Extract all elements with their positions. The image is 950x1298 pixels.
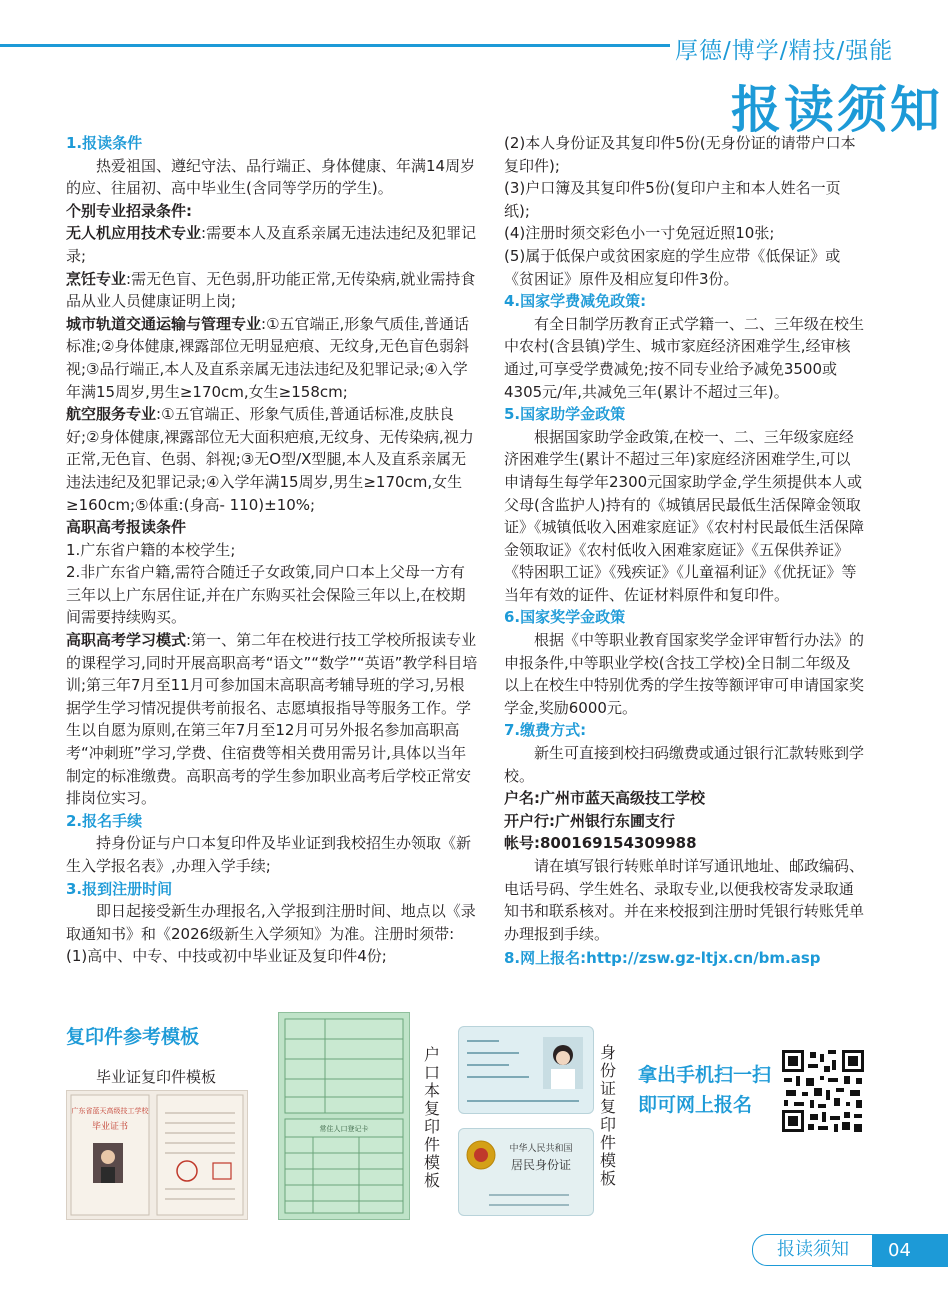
paragraph: 根据《中等职业教育国家奖学金评审暂行办法》的申报条件,中等职业学校(含技工学校)全日制二年级及以上在校生中特别优秀的学生按等额评审可申请国家奖学金,奖励6000元。 bbox=[504, 631, 865, 717]
list-item: (5)属于低保户或贫困家庭的学生应带《低保证》或《贫困证》原件及相应复印件3份。 bbox=[504, 246, 841, 288]
account-name: 户名:广州市蓝天高级技工学校 bbox=[504, 789, 705, 808]
registration-qr-code[interactable] bbox=[780, 1048, 866, 1134]
subsection-title: 个别专业招录条件: bbox=[66, 201, 192, 220]
paragraph bbox=[66, 313, 478, 403]
right-column bbox=[504, 132, 864, 970]
term-text: :需无色盲、无色弱,肝功能正常,无传染病,就业需持食品从业人员健康证明上岗; bbox=[66, 269, 476, 311]
scan-prompt-line-1: 拿出手机扫一扫 bbox=[638, 1064, 772, 1086]
household-register-image bbox=[278, 1012, 410, 1220]
header-rule bbox=[0, 44, 670, 47]
term-text: :需要本人及直系亲属无违法违纪及犯罪记录; bbox=[66, 224, 477, 265]
id-card-front-drawing bbox=[459, 1027, 593, 1113]
graduation-certificate-image bbox=[66, 1090, 248, 1220]
paragraph bbox=[66, 403, 478, 516]
section-title: 5.国家助学金政策 bbox=[504, 405, 626, 424]
paragraph bbox=[66, 629, 478, 810]
cert-title-text: 毕业证书 bbox=[91, 1122, 129, 1132]
list-item: (2)本人身份证及其复印件5份(无身份证的请带户口本复印件); bbox=[504, 134, 856, 175]
cert-school-text: 广东省蓝天高级技工学校 bbox=[71, 1107, 149, 1115]
paragraph: 新生可直接到校扫码缴费或通过银行汇款转账到学校。 bbox=[504, 744, 865, 785]
page-title: 报读须知 bbox=[731, 81, 943, 139]
page-footer bbox=[752, 1234, 948, 1266]
id-card-title-text: 居民身份证 bbox=[510, 1158, 572, 1172]
id-card-front-image bbox=[458, 1026, 594, 1114]
section-title: 2.报名手续 bbox=[66, 811, 143, 830]
paragraph bbox=[66, 268, 478, 313]
section-title: 6.国家奖学金政策 bbox=[504, 608, 626, 627]
footer-section-label: 报读须知 bbox=[752, 1234, 873, 1266]
paragraph: 持身份证与户口本复印件及毕业证到我校招生办领取《新生入学报名表》,办理入学手续; bbox=[66, 834, 472, 875]
graduation-certificate-drawing bbox=[67, 1091, 247, 1219]
household-register-caption: 户口本复印件模板 bbox=[423, 1045, 440, 1190]
scan-prompt-line-2: 即可网上报名 bbox=[638, 1094, 753, 1116]
bank-name: 开户行:广州银行东圃支行 bbox=[504, 811, 675, 830]
section-title: 4.国家学费减免政策: bbox=[504, 292, 647, 311]
term-label: 烹饪专业 bbox=[66, 269, 127, 288]
list-item: (1)高中、中专、中技或初中毕业证及复印件4份; bbox=[66, 947, 387, 966]
term-text: :第一、第二年在校进行技工学校所报读专业的课程学习,同时开展高职高考“语文”“数学”“英语”教学科目培训;第三年7月至11月可参加国末高职高考辅导班的学习,另根据学生学习情况提供考前报名、志愿填报指导等服务工作。学生以自愿为原则,在第三年7月至12月可另外报名参加高职高考“冲刺班”学习,学费、住宿费等相关费用需另计,具体以当年制定的标准缴费。高职高考的学生参加职业高考后学校正常安排岗位实习。 bbox=[66, 631, 478, 808]
id-card-back-image bbox=[458, 1128, 594, 1216]
hukou-heading-text: 常住人口登记卡 bbox=[319, 1125, 369, 1133]
paragraph: 请在填写银行转账单时详写通讯地址、邮政编码、电话号码、学生姓名、录取专业,以便我校寄发录取通知书和联系核对。并在来校报到注册时凭银行转账凭单办理报到手续。 bbox=[504, 857, 865, 943]
list-item: (4)注册时须交彩色小一寸免冠近照10张; bbox=[504, 224, 775, 243]
section-title: 7.缴费方式: bbox=[504, 721, 587, 740]
qr-code-graphic bbox=[780, 1048, 866, 1134]
page-number: 04 bbox=[872, 1234, 948, 1267]
term-label: 高职高考学习模式 bbox=[66, 631, 187, 650]
left-column bbox=[66, 132, 478, 968]
scan-prompt bbox=[638, 1060, 778, 1120]
id-card-back-drawing bbox=[459, 1129, 593, 1215]
templates-title: 复印件参考模板 bbox=[66, 1026, 200, 1048]
list-item: (3)户口簿及其复印件5份(复印户主和本人姓名一页纸); bbox=[504, 179, 841, 220]
paragraph bbox=[66, 222, 478, 267]
paragraph: 热爱祖国、遵纪守法、品行端正、身体健康、年满14周岁的应、往届初、高中毕业生(含同等学历的学生)。 bbox=[66, 156, 476, 198]
paragraph: 有全日制学历教育正式学籍一、二、三年级在校生中农村(含县镇)学生、城市家庭经济困难学生,经审核通过,可享受学费减免;按不同专业给予减免3500或4305元/年,共减免三年(累计不超过三年)。 bbox=[504, 314, 865, 401]
paragraph: 根据国家助学金政策,在校一、二、三年级家庭经济困难学生(累计不超过三年)家庭经济困难学生,可以申请每生每学年2300元国家助学金,学生须提供本人或父母(含监护人)持有的《城镇居民最低生活保障金领取证》《城镇低收入困难家庭证》《农村村民最低生活保障金领取证》《农村低收入困难家庭证》《五保供养证》《特困职工证》《残疾证》《儿童福利证》《优抚证》等当年有效的证件、佐证材料原件和复印件。 bbox=[504, 427, 865, 604]
list-item: 2.非广东省户籍,需符合随迁子女政策,同户口本上父母一方有三年以上广东居住证,并在广东购买社会保险三年以上,在校期间需要持续购买。 bbox=[66, 563, 466, 627]
school-motto: 厚德/博学/精技/强能 bbox=[675, 38, 894, 64]
term-text: :①五官端正,形象气质佳,普通话标准;②身体健康,裸露部位无明显疤痕、无纹身,无色盲色弱斜视;③品行端正,本人及直系亲属无违法违纪及犯罪记录;④入学年满15周岁,男生≥170cm,女生≥158cm; bbox=[66, 314, 470, 401]
list-item: 1.广东省户籍的本校学生; bbox=[66, 540, 236, 559]
paragraph: 即日起接受新生办理报名,入学报到注册时间、地点以《录取通知书》和《2026级新生入学须知》为准。注册时须带: bbox=[66, 902, 476, 943]
section-title: 3.报到注册时间 bbox=[66, 879, 173, 898]
term-label: 航空服务专业 bbox=[66, 405, 157, 424]
section-title: 1.报读条件 bbox=[66, 134, 143, 152]
id-card-caption: 身份证复印件模板 bbox=[599, 1043, 616, 1188]
registration-link[interactable]: 8.网上报名:http://zsw.gz-ltjx.cn/bm.asp bbox=[504, 949, 821, 968]
graduation-cert-caption: 毕业证复印件模板 bbox=[96, 1068, 217, 1086]
term-label: 无人机应用技术专业 bbox=[66, 224, 202, 243]
subsection-title: 高职高考报读条件 bbox=[66, 518, 187, 537]
term-label: 城市轨道交通运输与管理专业 bbox=[66, 314, 262, 333]
household-register-drawing bbox=[279, 1013, 409, 1219]
term-text: :①五官端正、形象气质佳,普通话标准,皮肤良好;②身体健康,裸露部位无大面积疤痕,无纹身、无传染病,视力正常,无色盲、色弱、斜视;③无O型/X型腿,本人及直系亲属无违法违纪及犯罪记录;④入学年满15周岁,男生≥170cm,女生≥160cm;⑤体重:(身高- 110)±10%; bbox=[66, 405, 474, 514]
account-number: 帐号:800169154309988 bbox=[504, 834, 697, 853]
id-country-text: 中华人民共和国 bbox=[509, 1144, 573, 1154]
